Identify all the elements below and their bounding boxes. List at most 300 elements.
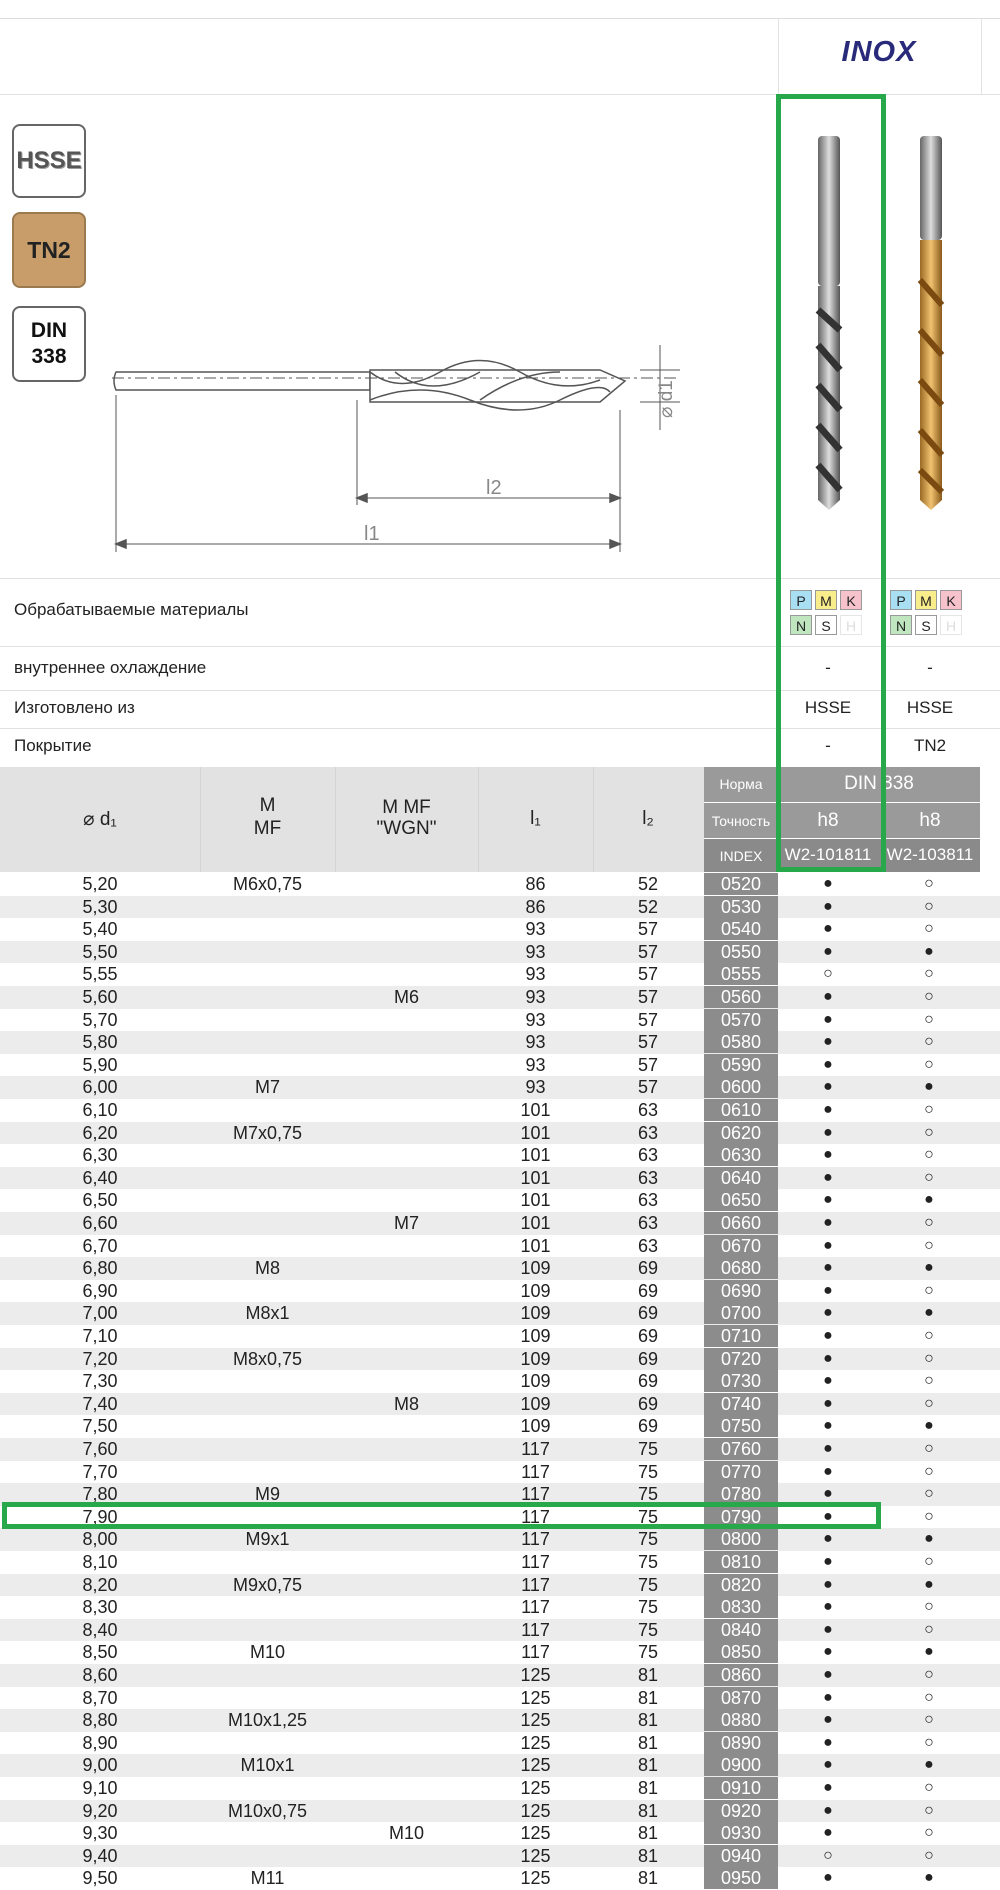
norm-value: DIN 338 <box>844 773 914 794</box>
tolerance-value: h8 <box>817 810 839 831</box>
cell-mark: ○ <box>924 1372 934 1390</box>
cell-mark: ● <box>823 1598 833 1616</box>
cell-mark: ● <box>823 1643 833 1661</box>
cell-index: 0670 <box>704 1235 778 1257</box>
table-row <box>0 1393 1000 1416</box>
cell-index: 0600 <box>704 1076 778 1098</box>
cell-l1: 109 <box>520 1326 551 1346</box>
cell-l2: 81 <box>637 1755 659 1776</box>
tolerance-value: h8 <box>919 810 941 831</box>
highlight-column <box>776 94 886 872</box>
cell-mark: ○ <box>924 1146 934 1164</box>
cell-l1: 117 <box>521 1484 550 1505</box>
cell-mark: ● <box>823 875 833 892</box>
cell-d1: 8,30 <box>82 1597 118 1618</box>
cell-d1: 8,70 <box>82 1687 118 1708</box>
mat-s: S <box>815 615 837 635</box>
mat-n: N <box>790 615 812 635</box>
table-row <box>0 1054 1000 1077</box>
header-l2: l₂ <box>642 808 654 829</box>
l2-label: l2 <box>486 477 502 499</box>
table-row <box>0 1664 1000 1687</box>
cooling-value: - <box>825 658 831 677</box>
cell-index: 0650 <box>704 1189 778 1211</box>
cell-d1: 6,20 <box>82 1122 118 1143</box>
cell-index: 0520 <box>704 873 778 895</box>
cell-l2: 69 <box>637 1371 659 1392</box>
cell-l1: 93 <box>525 919 546 940</box>
cell-l1: 125 <box>520 1778 551 1798</box>
cell-l2: 81 <box>637 1665 659 1685</box>
cell-l1: 101 <box>520 1167 551 1188</box>
cell-l1: 117 <box>521 1552 550 1572</box>
cell-mark: ● <box>823 1281 833 1299</box>
cell-mark: ● <box>823 1349 833 1367</box>
table-row <box>0 1800 1000 1823</box>
cell-index: 0850 <box>704 1641 778 1663</box>
cell-index: 0590 <box>704 1054 778 1076</box>
cell-l2: 57 <box>637 1077 659 1098</box>
cell-l2: 75 <box>637 1574 659 1595</box>
cell-l1: 117 <box>521 1619 550 1640</box>
cell-l2: 81 <box>637 1710 659 1731</box>
cell-mark: ● <box>823 1417 833 1435</box>
cell-m-mf: M8x1 <box>245 1303 290 1324</box>
cell-mark: ○ <box>924 965 934 983</box>
cell-mark: ● <box>823 1010 833 1028</box>
cell-index: 0580 <box>704 1031 778 1053</box>
cell-mark: ○ <box>924 1620 934 1638</box>
cell-mark: ○ <box>924 1236 934 1254</box>
cell-mark: ● <box>823 1711 833 1729</box>
cell-d1: 8,10 <box>82 1552 118 1572</box>
cell-mark: ○ <box>924 1123 934 1141</box>
header-wgn: "WGN" <box>376 818 437 839</box>
cell-mark: ● <box>823 1394 833 1412</box>
cell-mark: ● <box>924 1191 934 1209</box>
cell-l2: 81 <box>637 1868 659 1889</box>
table-row <box>0 1619 1000 1642</box>
cell-l1: 93 <box>525 1054 546 1075</box>
cell-index: 0800 <box>704 1528 778 1550</box>
cell-l1: 93 <box>525 941 546 962</box>
cell-mark: ○ <box>924 1281 934 1299</box>
cell-mark: ○ <box>924 1733 934 1751</box>
cell-mark: ● <box>823 988 833 1005</box>
cell-index: 0750 <box>704 1415 778 1437</box>
table-row <box>0 1370 1000 1393</box>
cell-mark: ● <box>823 1462 833 1480</box>
cell-d1: 6,70 <box>82 1235 118 1256</box>
cell-l1: 93 <box>525 1077 546 1098</box>
cell-d1: 7,10 <box>82 1326 118 1346</box>
cell-mark: ○ <box>924 897 934 915</box>
hsse-badge: HSSE <box>12 124 86 198</box>
cooling-value: - <box>927 658 933 677</box>
cell-index: 0700 <box>704 1302 778 1324</box>
tn2-badge: TN2 <box>12 212 86 288</box>
cell-mark: ● <box>823 1756 833 1774</box>
cell-l2: 69 <box>637 1258 659 1279</box>
table-row <box>0 1777 1000 1800</box>
cell-l2: 75 <box>637 1484 659 1505</box>
cell-mark: ○ <box>924 988 934 1005</box>
cell-d1: 8,60 <box>82 1665 118 1685</box>
cell-l2: 75 <box>637 1529 659 1550</box>
table-row <box>0 1415 1000 1438</box>
table-row <box>0 1280 1000 1303</box>
cell-d1: 6,90 <box>82 1280 118 1301</box>
cell-d1: 9,40 <box>82 1845 118 1866</box>
table-row <box>0 1257 1000 1280</box>
cell-index: 0820 <box>704 1574 778 1596</box>
cell-mark: ○ <box>924 1101 934 1118</box>
cell-mark: ○ <box>924 1779 934 1796</box>
cell-d1: 7,70 <box>82 1461 118 1482</box>
cell-d1: 6,00 <box>82 1077 118 1098</box>
table-row <box>0 1709 1000 1732</box>
cell-l1: 125 <box>520 1665 551 1685</box>
cell-mark: ● <box>924 1756 934 1774</box>
cell-m-mf: M9 <box>254 1484 280 1505</box>
cell-d1: 8,20 <box>82 1574 118 1595</box>
cell-l2: 63 <box>637 1190 659 1211</box>
coating-label: Покрытие <box>14 736 92 755</box>
cell-mark: ● <box>823 1688 833 1706</box>
cell-l1: 101 <box>520 1122 551 1143</box>
table-row <box>0 1754 1000 1777</box>
table-row <box>0 1144 1000 1167</box>
cell-m-mf: M8x0,75 <box>232 1348 303 1369</box>
cell-mark: ○ <box>924 1666 934 1683</box>
cell-l1: 101 <box>520 1190 551 1211</box>
cell-d1: 5,50 <box>82 941 118 962</box>
cell-mark: ○ <box>924 1507 934 1525</box>
header-d1: ⌀ d₁ <box>83 809 117 830</box>
cell-index: 0630 <box>704 1144 778 1166</box>
cell-d1: 7,00 <box>82 1303 118 1324</box>
cell-mark: ○ <box>924 1824 934 1842</box>
cell-mark: ● <box>823 1214 833 1231</box>
cell-d1: 9,00 <box>82 1755 118 1776</box>
table-row <box>0 963 1000 986</box>
made-value: HSSE <box>804 698 852 717</box>
cell-mark: ○ <box>823 1846 833 1864</box>
cell-index: 0910 <box>704 1777 778 1799</box>
cell-l1: 125 <box>520 1687 551 1708</box>
cell-mark: ○ <box>924 1010 934 1028</box>
table-row <box>0 1528 1000 1551</box>
cell-l2: 57 <box>637 964 659 985</box>
cell-l2: 63 <box>637 1100 659 1120</box>
cell-l1: 109 <box>520 1371 551 1392</box>
cell-mark: ● <box>924 1869 934 1887</box>
din-badge-line1: DIN <box>30 319 68 342</box>
cell-mark: ● <box>823 1191 833 1209</box>
cell-d1: 7,90 <box>82 1506 118 1527</box>
cell-l2: 69 <box>637 1348 659 1369</box>
cell-mark: ● <box>823 1485 833 1503</box>
cell-d1: 6,40 <box>82 1167 118 1188</box>
norm-label: Норма <box>719 776 763 792</box>
cell-index: 0550 <box>704 941 778 963</box>
cell-mark: ● <box>823 1372 833 1390</box>
cell-l2: 63 <box>637 1145 659 1166</box>
table-row <box>0 1845 1000 1868</box>
cell-mark: ○ <box>924 1055 934 1073</box>
cell-mark: ○ <box>924 875 934 892</box>
cell-mark: ● <box>823 1327 833 1344</box>
cell-l2: 63 <box>637 1122 659 1143</box>
highlight-row <box>2 1502 881 1529</box>
cell-l1: 125 <box>520 1800 551 1821</box>
cell-m-mf-wgn: M10 <box>388 1823 424 1844</box>
cell-index: 0610 <box>704 1099 778 1121</box>
cell-m-mf: M7x0,75 <box>232 1122 303 1143</box>
cell-l1: 117 <box>521 1574 550 1595</box>
cell-mark: ● <box>823 1259 833 1277</box>
table-row <box>0 1212 1000 1235</box>
cell-l1: 93 <box>525 1032 546 1053</box>
index-label: INDEX <box>719 848 763 864</box>
mat-s: S <box>915 615 937 635</box>
cell-l1: 93 <box>525 987 546 1007</box>
table-row <box>0 1461 1000 1484</box>
cell-index: 0950 <box>704 1867 778 1889</box>
cell-l2: 69 <box>637 1326 659 1346</box>
table-row <box>0 1302 1000 1325</box>
cell-mark: ○ <box>924 1033 934 1051</box>
cell-mark: ● <box>823 1168 833 1186</box>
table-row <box>0 1822 1000 1845</box>
table-row <box>0 1099 1000 1122</box>
cell-mark: ● <box>823 942 833 960</box>
cell-d1: 7,60 <box>82 1439 118 1459</box>
table-row <box>0 873 1000 896</box>
cell-l1: 125 <box>520 1710 551 1731</box>
cell-mark: ○ <box>924 1168 934 1186</box>
cell-m-mf: M10x0,75 <box>227 1800 308 1821</box>
cell-l1: 117 <box>521 1597 550 1618</box>
cell-mark: ● <box>823 1078 833 1096</box>
cell-mark: ○ <box>924 1214 934 1231</box>
cell-l2: 57 <box>637 1009 659 1030</box>
cell-mark: ● <box>924 942 934 960</box>
table-row <box>0 1009 1000 1032</box>
cell-l2: 69 <box>637 1416 659 1437</box>
cell-m-mf: M7 <box>254 1077 280 1098</box>
cell-index: 0930 <box>704 1822 778 1844</box>
cell-l2: 63 <box>637 1235 659 1256</box>
cell-l1: 117 <box>521 1461 550 1482</box>
cell-mark: ○ <box>924 1711 934 1729</box>
drill-photo-gold <box>902 130 962 520</box>
cell-l2: 75 <box>637 1642 659 1663</box>
cell-mark: ● <box>924 1417 934 1435</box>
cell-mark: ○ <box>924 1440 934 1457</box>
cell-index: 0770 <box>704 1461 778 1483</box>
cell-l1: 101 <box>520 1145 551 1166</box>
cell-d1: 9,10 <box>82 1778 118 1798</box>
cell-index: 0730 <box>704 1370 778 1392</box>
cell-mark: ● <box>823 920 833 938</box>
cell-index: 0640 <box>704 1167 778 1189</box>
cell-m-mf: M10x1,25 <box>227 1710 308 1731</box>
cell-mark: ● <box>924 1530 934 1548</box>
cell-index: 0555 <box>704 963 778 985</box>
cell-mark: ● <box>823 1304 833 1322</box>
cell-m-mf-wgn: M8 <box>393 1393 419 1414</box>
cell-index: 0840 <box>704 1619 778 1641</box>
cell-m-mf-wgn: M6 <box>393 987 419 1007</box>
table-row <box>0 1348 1000 1371</box>
cell-index: 0540 <box>704 918 778 940</box>
cell-m-mf: M11 <box>250 1868 285 1889</box>
tolerance-label: Точность <box>711 813 771 829</box>
mat-h: H <box>940 615 962 635</box>
cell-d1: 5,80 <box>82 1032 118 1053</box>
cell-index: 0880 <box>704 1709 778 1731</box>
cell-l1: 86 <box>525 896 546 917</box>
mat-h: H <box>840 615 862 635</box>
cell-mark: ● <box>924 1575 934 1593</box>
cell-mark: ● <box>823 1236 833 1254</box>
cell-index: 0680 <box>704 1257 778 1279</box>
mat-n: N <box>890 615 912 635</box>
cell-l1: 109 <box>520 1258 551 1279</box>
cell-l2: 81 <box>637 1823 659 1844</box>
cell-index: 0570 <box>704 1009 778 1031</box>
cooling-label: внутреннее охлаждение <box>14 658 207 677</box>
cell-mark: ○ <box>924 1462 934 1480</box>
cell-d1: 8,00 <box>82 1529 118 1550</box>
cell-l2: 81 <box>637 1732 659 1753</box>
inox-title: INOX <box>841 36 917 68</box>
cell-l1: 125 <box>520 1845 551 1866</box>
cell-l2: 75 <box>637 1439 659 1459</box>
cell-mark: ● <box>823 1530 833 1548</box>
mat-k: K <box>940 590 962 610</box>
table-row <box>0 1732 1000 1755</box>
mat-k: K <box>840 590 862 610</box>
table-row <box>0 1687 1000 1710</box>
cell-l1: 101 <box>520 1100 551 1120</box>
l1-label: l1 <box>364 523 380 545</box>
cell-mark: ● <box>823 1123 833 1141</box>
made-value: HSSE <box>906 698 954 717</box>
cell-l2: 69 <box>637 1393 659 1414</box>
cell-m-mf: M10x1 <box>240 1755 295 1776</box>
cell-l2: 75 <box>637 1619 659 1640</box>
cell-l2: 75 <box>637 1461 659 1482</box>
cell-l2: 57 <box>637 1054 659 1075</box>
cell-l2: 63 <box>637 1167 659 1188</box>
cell-l1: 109 <box>520 1416 551 1437</box>
made-label: Изготовлено из <box>14 698 135 717</box>
cell-l2: 81 <box>637 1800 659 1821</box>
cell-m-mf: M9x1 <box>245 1529 290 1550</box>
cell-mark: ● <box>823 1733 833 1751</box>
cell-l1: 117 <box>521 1439 550 1459</box>
cell-d1: 5,30 <box>82 896 118 917</box>
cell-l1: 117 <box>521 1642 550 1663</box>
cell-mark: ○ <box>823 965 833 983</box>
cell-d1: 5,70 <box>82 1009 118 1030</box>
cell-d1: 6,50 <box>82 1190 118 1211</box>
cell-mark: ● <box>823 1779 833 1796</box>
cell-mark: ● <box>823 1440 833 1457</box>
cell-mark: ○ <box>924 1801 934 1819</box>
cell-index: 0760 <box>704 1438 778 1460</box>
cell-index: 0940 <box>704 1845 778 1867</box>
cell-index: 0890 <box>704 1732 778 1754</box>
cell-mark: ○ <box>924 1598 934 1616</box>
cell-index: 0870 <box>704 1687 778 1709</box>
cell-d1: 5,60 <box>82 987 118 1007</box>
cell-l1: 125 <box>520 1823 551 1844</box>
cell-m-mf: M8 <box>254 1258 280 1279</box>
table-row <box>0 918 1000 941</box>
cell-mark: ● <box>823 1575 833 1593</box>
cell-mark: ● <box>823 1146 833 1164</box>
cell-l1: 109 <box>520 1348 551 1369</box>
cell-l1: 125 <box>520 1732 551 1753</box>
cell-m-mf: M6x0,75 <box>232 874 303 894</box>
cell-l2: 57 <box>637 941 659 962</box>
cell-mark: ● <box>823 1666 833 1683</box>
cell-index: 0780 <box>704 1483 778 1505</box>
cell-d1: 8,50 <box>82 1642 118 1663</box>
table-row <box>0 1438 1000 1461</box>
cell-mark: ● <box>823 1801 833 1819</box>
cell-l1: 109 <box>520 1393 551 1414</box>
cell-index: 0920 <box>704 1800 778 1822</box>
cell-l2: 57 <box>637 919 659 940</box>
cell-l2: 81 <box>637 1778 659 1798</box>
cell-m-mf: M9x0,75 <box>232 1574 303 1595</box>
cell-l1: 101 <box>520 1213 551 1233</box>
cell-index: 0860 <box>704 1664 778 1686</box>
cell-d1: 7,40 <box>82 1393 118 1414</box>
cell-d1: 5,90 <box>82 1054 118 1075</box>
cell-l1: 93 <box>525 1009 546 1030</box>
cell-l1: 125 <box>520 1755 551 1776</box>
cell-d1: 9,50 <box>82 1868 118 1889</box>
table-row <box>0 1596 1000 1619</box>
din-badge-line2: 338 <box>31 345 67 368</box>
cell-mark: ○ <box>924 1846 934 1864</box>
cell-d1: 7,80 <box>82 1484 118 1505</box>
cell-mark: ○ <box>924 1553 934 1570</box>
cell-l2: 75 <box>637 1597 659 1618</box>
cell-index: 0810 <box>704 1551 778 1573</box>
table-row <box>0 1167 1000 1190</box>
header-m-mf-wgn: M MF <box>382 797 431 818</box>
cell-l2: 81 <box>637 1687 659 1708</box>
cell-mark: ● <box>823 1507 833 1525</box>
cell-m-mf: M10 <box>249 1642 285 1663</box>
table-row <box>0 896 1000 919</box>
cell-d1: 6,30 <box>82 1145 118 1166</box>
coating-value: - <box>825 736 831 755</box>
cell-mark: ● <box>924 1259 934 1277</box>
cell-l1: 117 <box>521 1529 550 1550</box>
cell-l1: 101 <box>520 1235 551 1256</box>
drill-drawing <box>0 0 700 570</box>
d1-label: ⌀ d1 <box>656 380 677 418</box>
cell-l2: 81 <box>637 1845 659 1866</box>
table-row <box>0 1076 1000 1099</box>
